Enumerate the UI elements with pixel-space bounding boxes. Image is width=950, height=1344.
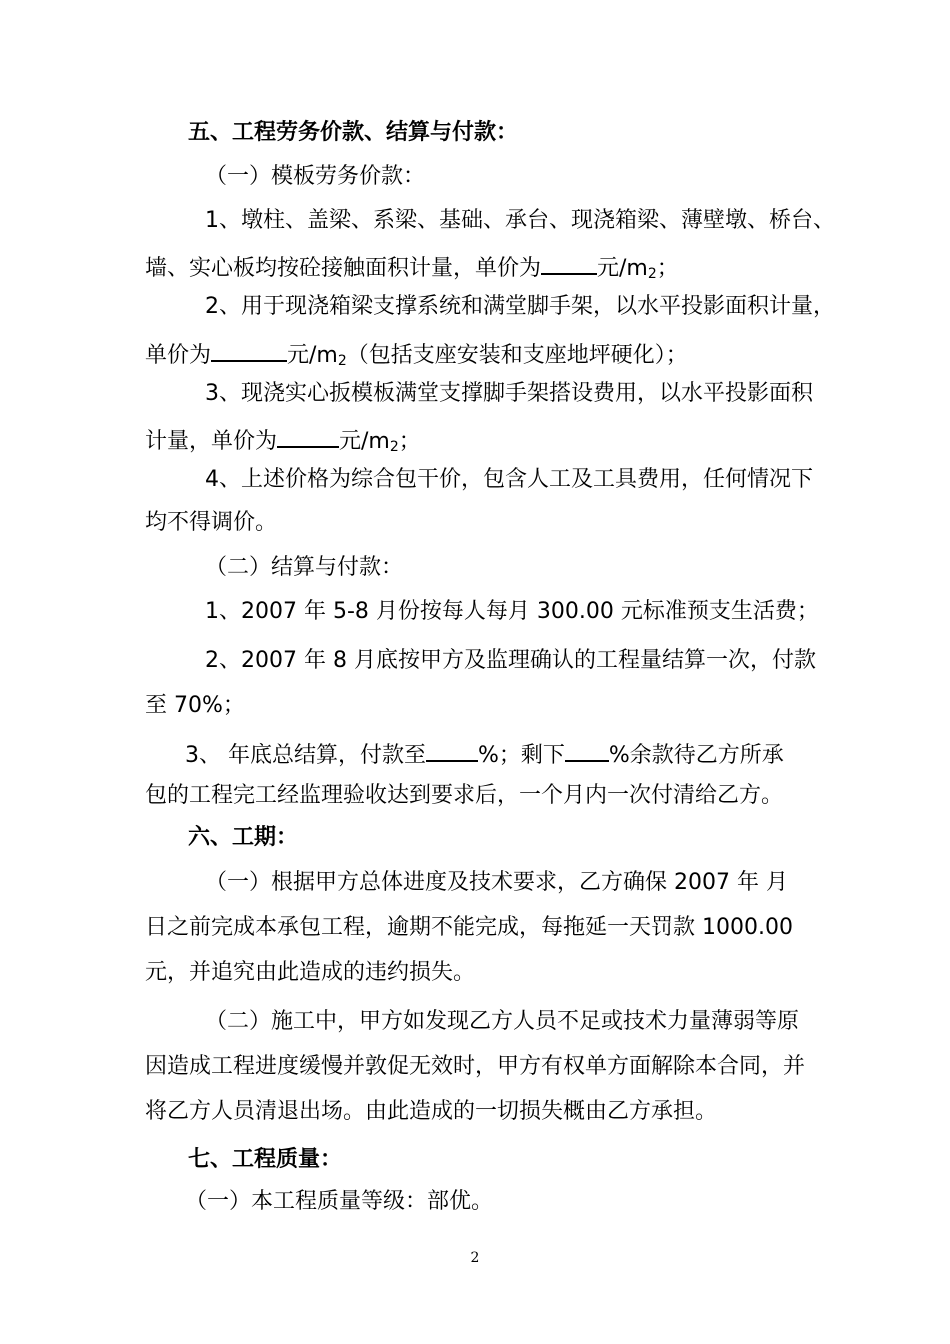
unit-superscript: 2	[389, 439, 399, 455]
page-number: 2	[470, 1250, 480, 1266]
price-blank-1	[541, 249, 597, 275]
unit-superscript: 2	[337, 353, 347, 369]
percent-blank-2	[565, 736, 609, 762]
payment-2-line-1: 2、2007 年 8 月底按甲方及监理确认的工程量结算一次，付款	[205, 648, 816, 673]
quality-grade: （一）本工程质量等级：部优。	[185, 1189, 494, 1214]
item-1-line-1: 1、墩柱、盖梁、系梁、基础、承台、现浇箱梁、薄壁墩、桥台、	[205, 208, 835, 233]
price-blank-2	[211, 336, 287, 362]
schedule-1-line-1: （一）根据甲方总体进度及技术要求，乙方确保 2007 年 月	[205, 870, 788, 895]
payment-3-balance: %余款待乙方所承	[608, 743, 784, 768]
item-4-line-2: 均不得调价。	[145, 510, 278, 535]
subsection-labor-price: （一）模板劳务价款：	[205, 164, 426, 189]
subsection-settlement: （二）结算与付款：	[205, 555, 404, 580]
item-1-line-2	[145, 249, 679, 289]
item-2-note: （包括支座安装和支座地坪硬化）；	[346, 343, 688, 368]
percent-blank-1	[426, 736, 478, 762]
payment-1: 1、2007 年 5-8 月份按每人每月 300.00 元标准预支生活费；	[205, 599, 819, 624]
unit-text: 元/m	[339, 429, 390, 454]
payment-2-line-2: 至 70%；	[145, 693, 245, 718]
payment-3-remaining: %；剩下	[478, 743, 565, 768]
item-2-line-2	[145, 336, 688, 376]
punct: ；	[656, 256, 679, 281]
item-2-line-1: 2、用于现浇箱梁支撑系统和满堂脚手架，以水平投影面积计量，	[205, 294, 835, 319]
schedule-1-line-2: 日之前完成本承包工程，逾期不能完成，每拖延一天罚款 1000.00	[145, 915, 793, 940]
item-3-line-2	[145, 422, 421, 462]
payment-3-line-2: 包的工程完工经监理验收达到要求后，一个月内一次付清给乙方。	[145, 783, 784, 808]
schedule-1-line-3: 元，并追究由此造成的违约损失。	[145, 960, 476, 985]
unit-text: 元/m	[597, 256, 648, 281]
schedule-2-line-2: 因造成工程进度缓慢并敦促无效时，甲方有权单方面解除本合同，并	[145, 1054, 806, 1079]
section-7-heading: 七、工程质量：	[188, 1147, 343, 1172]
price-blank-3	[277, 422, 339, 448]
schedule-2-line-3: 将乙方人员清退出场。由此造成的一切损失概由乙方承担。	[145, 1099, 718, 1124]
unit-text: 元/m	[287, 343, 338, 368]
item-1-text: 墙、实心板均按砼接触面积计量，单价为	[145, 256, 542, 281]
payment-3-line-1	[185, 736, 784, 771]
punct: ；	[398, 429, 421, 454]
section-5-heading: 五、工程劳务价款、结算与付款：	[188, 120, 519, 145]
schedule-2-line-1: （二）施工中，甲方如发现乙方人员不足或技术力量薄弱等原	[205, 1009, 800, 1034]
item-4-line-1: 4、上述价格为综合包干价，包含人工及工具费用，任何情况下	[205, 467, 813, 492]
section-6-heading: 六、工期：	[188, 825, 299, 850]
item-2-text: 单价为	[145, 343, 212, 368]
unit-superscript: 2	[647, 266, 657, 282]
item-3-text: 计量，单价为	[145, 429, 278, 454]
payment-3-text: 3、 年底总结算，付款至	[185, 743, 426, 768]
item-3-line-1: 3、现浇实心扳模板满堂支撑脚手架搭设费用，以水平投影面积	[205, 381, 813, 406]
